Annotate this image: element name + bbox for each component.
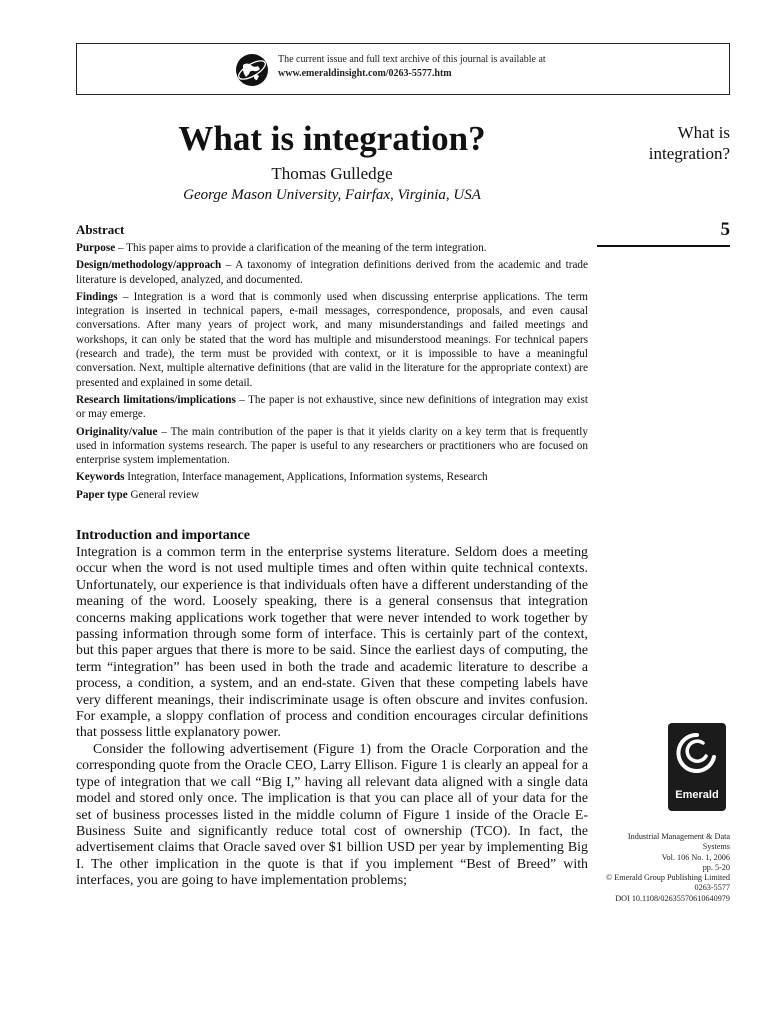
abstract-limitations xyxy=(76,393,588,422)
abstract-paper-type xyxy=(76,488,588,502)
banner-text xyxy=(278,53,546,81)
author-affiliation: George Mason University, Fairfax, Virginia, USA xyxy=(183,187,481,203)
page-number: 5 xyxy=(720,219,730,240)
abstract-design xyxy=(76,258,588,287)
abstract-findings xyxy=(76,290,588,390)
purpose-text: – This paper aims to provide a clarification of the meaning of the term integration. xyxy=(115,242,487,254)
limitations-text: – The paper is not exhaustive, since new definitions of integration may exist or may emerge. xyxy=(76,393,588,421)
originality-label: Originality/value xyxy=(76,425,158,438)
design-label: Design/methodology/approach xyxy=(76,259,222,272)
abstract-originality xyxy=(76,425,588,468)
journal-info-line: Industrial Management & Data xyxy=(627,832,730,841)
article-title: What is integration? xyxy=(178,119,486,158)
abstract-section xyxy=(76,222,588,505)
author-name: Thomas Gulledge xyxy=(271,164,393,183)
journal-info-line: pp. 5-20 xyxy=(702,862,730,872)
banner-line: The current issue and full text archive of this journal is available at xyxy=(278,54,546,65)
sidebar-divider xyxy=(597,245,730,247)
journal-info-line: 0263-5577 xyxy=(694,883,730,893)
running-title-line: What is xyxy=(677,123,730,142)
body-paragraph: Consider the following advertisement (Figure 1) from the Oracle Corporation and the corresponding quote from the Oracle CEO, Larry Ellison. Figure 1 is clearly an appeal for a type of integration that we call “Big I,” having all relevant data aligned with a single data model and stored only once. The implication is that you can place all of your data for the set of business processes listed in the middle column of Figure 1 inside of the Oracle E-Business Suite and significantly reduce total cost of ownership (TCO). In fact, the advertisement claims that Oracle saved over $1 billion USD per year by implementing Big I. The other implication in the quote is that if you implement “Best of Breed” with interfaces, you are going to have implementation problems; xyxy=(76,741,588,889)
findings-label: Findings xyxy=(76,290,118,303)
design-text: – A taxonomy of integration definitions derived from the academic and trade literature is developed, analyzed, and documented. xyxy=(76,259,588,286)
keywords-label: Keywords xyxy=(76,471,125,484)
journal-info-line: Systems xyxy=(702,842,730,852)
journal-info-line: Vol. 106 No. 1, 2006 xyxy=(661,852,730,862)
journal-url-link[interactable]: www.emeraldinsight.com/0263-5577.htm xyxy=(278,68,452,79)
journal-info xyxy=(580,832,730,904)
logo-text: Emerald xyxy=(675,789,719,801)
running-title-line: integration? xyxy=(648,144,730,163)
introduction-section xyxy=(76,528,588,890)
journal-info-line: DOI 10.1108/02635570610640979 xyxy=(615,893,730,903)
body-paragraph: Integration is a common term in the enterprise systems literature. Seldom does a meeting occur when the word is not used multiple times and often within quite technical contexts. Unfortunately, our experience is that individuals often have a different understanding of the meaning of the word. Loosely speaking, there is a general consensus that integration concerns making applications work together that were never intended to work together by passing information through some form of interface. This is certainly part of the context, but this paper argues that there is more to be said. Since the earliest days of computing, the term “integration” has been used in both the trade and academic literature to describe a process, a condition, a system, and an end-state. Given that these competing labels have very different meanings, their indiscriminate usage is often obscure and invites confusion. For example, a sloppy conflation of process and condition encourages circular definitions that possess little explanatory power. xyxy=(76,545,588,741)
globe-icon xyxy=(235,53,269,87)
section-heading: Introduction and importance xyxy=(76,528,250,543)
limitations-label: Research limitations/implications xyxy=(76,393,236,406)
paper-type-label: Paper type xyxy=(76,488,128,501)
paper-type-text: General review xyxy=(127,488,200,501)
journal-info-line: © Emerald Group Publishing Limited xyxy=(605,873,730,883)
keywords-text: Integration, Interface management, Applications, Information systems, Research xyxy=(124,471,488,484)
emerald-swirl-icon xyxy=(668,723,726,783)
findings-text: – Integration is a word that is commonly used when discussing enterprise applications. The term integration is inserted in technical papers, e-mail messages, correspondence, proposals, and even causal conversations. After many years of project work, and many misunderstandings and failed meetings and workshops, it can only be stated that the word has multiple and misunderstood meanings. For technical papers (research and trade), the term must be provided with context, or it is impossible to have a meaningful conversation. Next, multiple alternative definitions (that are valid in the literature for the appropriate context) are presented and explained in some detail. xyxy=(76,290,588,389)
abstract-heading: Abstract xyxy=(76,222,125,237)
abstract-keywords xyxy=(76,470,588,484)
journal-availability-banner xyxy=(76,43,730,95)
emerald-logo xyxy=(668,723,726,811)
purpose-label: Purpose xyxy=(76,242,116,254)
running-title xyxy=(580,122,730,164)
originality-text: – The main contribution of the paper is that it yields clarity on a key term that is frequently used in information systems research. The paper is useful to any researchers or practitioners who are focused on enterprise system implementation. xyxy=(76,425,588,467)
abstract-purpose xyxy=(76,241,588,255)
